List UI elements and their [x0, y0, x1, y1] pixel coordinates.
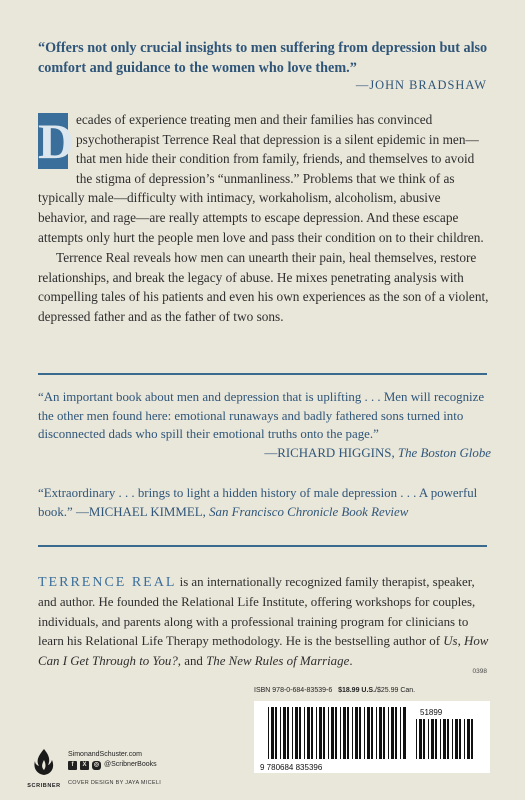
description-paragraph-1: [38, 110, 491, 247]
isbn-price-line: [254, 687, 415, 694]
top-quote-text: “Offers not only crucial insights to men suffering from depression but also comfort and guidance to the women who love them.”: [38, 40, 488, 76]
publisher-logo-label: SCRIBNER: [27, 783, 61, 789]
book-description: [38, 110, 491, 327]
divider-bottom: [38, 545, 487, 547]
instagram-icon: ◎: [93, 762, 100, 768]
author-bio: [38, 573, 491, 672]
divider-top: [38, 373, 487, 375]
barcode-bar: [459, 719, 461, 759]
barcode-graphic: [254, 701, 490, 773]
barcode-bar: [299, 707, 301, 759]
barcode-bar: [355, 707, 358, 759]
review-higgins: [38, 388, 491, 462]
barcode-bar: [455, 719, 458, 759]
top-quote: [38, 38, 493, 78]
barcode-bar: [292, 707, 293, 759]
barcode-bar: [343, 707, 346, 759]
barcode-number: 9 780684 835396: [260, 763, 323, 772]
barcode-bar: [275, 707, 277, 759]
review-text: “Extraordinary . . . brings to light a hidden history of male depression . . . A powerful book.”: [38, 486, 478, 519]
barcode-bar: [400, 707, 401, 759]
barcode-bar: [419, 719, 422, 759]
barcode-bar: [388, 707, 389, 759]
barcode-bar: [416, 719, 417, 759]
scribner-logo: [24, 748, 64, 789]
title-separator: ,: [457, 634, 465, 649]
book-title-us: Us: [443, 634, 458, 649]
barcode-addon-number: 51899: [420, 708, 443, 717]
barcode-bar: [443, 719, 446, 759]
price-us: $18.99 U.S.: [338, 687, 376, 694]
barcode-bar: [304, 707, 305, 759]
barcode-bar: [283, 707, 286, 759]
review-text: “An important book about men and depression that is uplifting . . . Men will recognize the other men found here: emotional runaways and badly fathered sons turned into disconnected dads who spill their emotional truths onto the page.”: [38, 390, 485, 441]
barcode-bar: [352, 707, 353, 759]
author-name: TERRENCE REAL: [38, 575, 177, 590]
barcode-bar: [280, 707, 281, 759]
social-links: [68, 760, 157, 770]
barcode-bar: [367, 707, 370, 759]
barcode-bar: [467, 719, 470, 759]
barcode-bar: [347, 707, 349, 759]
barcode-bar: [319, 707, 322, 759]
barcode: [254, 701, 490, 773]
review-author: —MICHAEL KIMMEL,: [75, 504, 206, 519]
barcode-bar: [335, 707, 337, 759]
barcode-bar: [452, 719, 453, 759]
review-kimmel: [38, 484, 491, 521]
title-separator: , and: [177, 654, 207, 669]
review-attribution: [76, 505, 408, 519]
barcode-bar: [403, 707, 406, 759]
facebook-icon: f: [68, 761, 77, 770]
publisher-info: [68, 750, 157, 770]
bio-text: is an internationally recognized family therapist, speaker, and author. He founded the Relational Life Institute, offering workshops for couples, individuals, and parents along with a professional training program for clinicians to learn his Relational Life Therapy methodology. He is the bestselling author of: [38, 575, 476, 649]
barcode-bar: [340, 707, 341, 759]
description-paragraph-2: Terrence Real reveals how men can unearth their pain, heal themselves, restore relationships, and break the legacy of abuse. He mixes penetrating analysis with compelling tales of his patients and even his own experiences as the son of a violent, depressed father and as the father of two sons.: [38, 250, 489, 324]
social-handle: @ScribnerBooks: [104, 761, 157, 768]
barcode-bar: [464, 719, 465, 759]
barcode-bar: [359, 707, 361, 759]
price-can: /$25.99 Can.: [375, 687, 416, 694]
barcode-bar: [471, 719, 473, 759]
barcode-bar: [435, 719, 437, 759]
barcode-bar: [316, 707, 317, 759]
barcode-bar: [391, 707, 394, 759]
barcode-bar: [395, 707, 397, 759]
barcode-bar: [295, 707, 298, 759]
barcode-bar: [331, 707, 334, 759]
barcode-bar: [376, 707, 377, 759]
publisher-website: SimonandSchuster.com: [68, 751, 142, 758]
barcode-bar: [328, 707, 329, 759]
barcode-bar: [428, 719, 429, 759]
barcode-bar: [307, 707, 310, 759]
flame-icon: [33, 748, 55, 778]
barcode-bar: [379, 707, 382, 759]
dropcap-letter: D: [38, 113, 75, 169]
description-paragraph-1-text: ecades of experience treating men and their families has convinced psychotherapist Terrence Real that depression is a silent epidemic in men—that men hide their condition from family, friends, and themselves to avoid the stigma of depression’s “unmanliness.” Problems that we think of as typically male—difficulty with intimacy, workaholism, alcoholism, abusive behavior, and rage—are really attempts to escape depression. And these escape attempts only hurt the people men love and pass their condition on to their children.: [38, 112, 484, 245]
x-icon: X: [80, 761, 89, 770]
barcode-bar: [311, 707, 313, 759]
isbn-number: ISBN 978-0-684-83539-6: [254, 687, 333, 694]
review-attribution: [38, 444, 491, 463]
cover-design-credit: COVER DESIGN BY JAYA MICELI: [68, 780, 162, 786]
book-title-how-can-i: How Can I Get Through to You?: [38, 634, 489, 669]
book-title-new-rules: The New Rules of Marriage: [206, 654, 350, 669]
barcode-bar: [287, 707, 289, 759]
review-source: San Francisco Chronicle Book Review: [209, 504, 409, 519]
barcode-bar: [423, 719, 425, 759]
bio-end: .: [349, 654, 353, 669]
barcode-bar: [271, 707, 274, 759]
barcode-bar: [440, 719, 441, 759]
barcode-bar: [268, 707, 269, 759]
barcode-bar: [364, 707, 365, 759]
barcode-bar: [383, 707, 385, 759]
barcode-bar: [323, 707, 325, 759]
review-author: —RICHARD HIGGINS,: [264, 445, 395, 460]
barcode-bar: [371, 707, 373, 759]
barcode-bar: [431, 719, 434, 759]
barcode-bar: [447, 719, 449, 759]
top-quote-attribution: —JOHN BRADSHAW: [355, 78, 487, 92]
print-code: 0398: [472, 668, 487, 675]
review-source: The Boston Globe: [397, 445, 491, 460]
